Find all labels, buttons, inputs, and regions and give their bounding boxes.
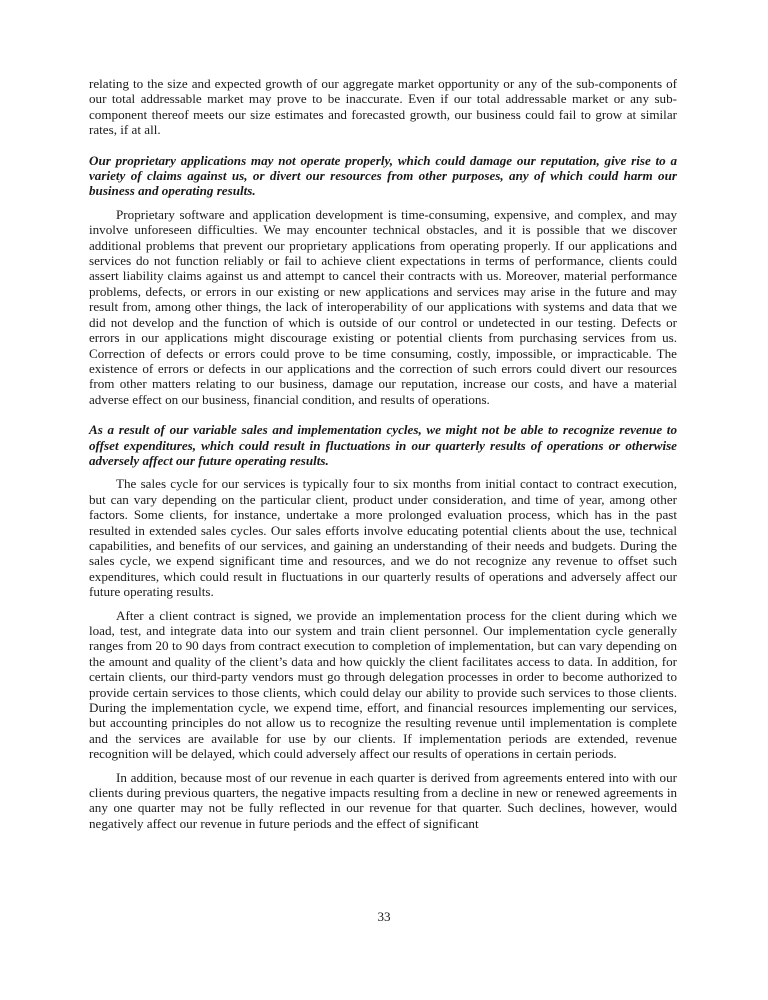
paragraph-continued: relating to the size and expected growth of our aggregate market opportunity or any of the sub-components of our total addressable market may prove to be inaccurate. Even if our total addressable market or any sub-component thereof meets our size estimates and forecasted growth, our business could fail to grow at similar rates, if at all.	[89, 76, 677, 138]
paragraph-implementation: After a client contract is signed, we provide an implementation process for the client during which we load, test, and integrate data into our system and train client personnel. Our implementation cycle generally ranges from 20 to 90 days from contract execution to completion of implementation, but can vary depending on the amount and quality of the client’s data and how quickly the client facilitates access to data. In addition, for certain clients, our third-party vendors must go through delegation processes in order to become authorized to provide certain services to those clients, which could delay our ability to provide such services to those clients. During the implementation cycle, we expend time, effort, and financial resources implementing our services, but accounting principles do not allow us to recognize the resulting revenue until implementation is complete and the services are available for use by our clients. If implementation periods are extended, revenue recognition will be delayed, which could adversely affect our results of operations in certain periods.	[89, 607, 677, 762]
paragraph-revenue-quarters: In addition, because most of our revenue in each quarter is derived from agreements entered into with our clients during previous quarters, the negative impacts resulting from a decline in new or renewed agreements in any one quarter may not be fully reflected in our revenue for that quarter. Such declines, however, would negatively affect our revenue in future periods and the effect of significant	[89, 769, 677, 831]
paragraph-sales-cycle: The sales cycle for our services is typically four to six months from initial contact to contract execution, but can vary depending on the particular client, product under consideration, and time of year, among other factors. Some clients, for instance, undertake a more prolonged evaluation process, which has in the past resulted in extended sales cycles. Our sales efforts involve educating potential clients about the use, technical capabilities, and benefits of our services, and gaining an understanding of their needs and budgets. During the sales cycle, we expend significant time and resources, and we do not recognize any revenue to offset such expenditures, which could result in fluctuations in our quarterly results of operations and adversely affect our future operating results.	[89, 476, 677, 600]
risk-heading-proprietary-applications: Our proprietary applications may not operate properly, which could damage our reputation, give rise to a variety of claims against us, or divert our resources from other purposes, any of which could harm our business and operating results.	[89, 152, 677, 199]
paragraph-proprietary-software: Proprietary software and application development is time-consuming, expensive, and complex, and may involve unforeseen difficulties. We may encounter technical obstacles, and it is possible that we discover additional problems that prevent our proprietary applications from operating properly. If our applications and services do not function reliably or fail to achieve client expectations in terms of performance, clients could assert liability claims against us and attempt to cancel their contracts with us. Moreover, material performance problems, defects, or errors in our existing or new applications and services may arise in the future and may result from, among other things, the lack of interoperability of our applications with systems and data that we did not develop and the function of which is outside of our control or undetected in our testing. Defects or errors in our applications might discourage existing or potential clients from purchasing services from us. Correction of defects or errors could prove to be time consuming, costly, impossible, or impracticable. The existence of errors or defects in our applications and the correction of such errors could divert our resources from other matters relating to our business, damage our reputation, increase our costs, and have a material adverse effect on our business, financial condition, and results of operations.	[89, 206, 677, 407]
risk-heading-sales-cycles: As a result of our variable sales and implementation cycles, we might not be able to recognize revenue to offset expenditures, which could result in fluctuations in our quarterly results of operations or otherwise adversely affect our future operating results.	[89, 422, 677, 468]
page-number: 33	[377, 909, 391, 924]
document-body	[89, 76, 677, 831]
